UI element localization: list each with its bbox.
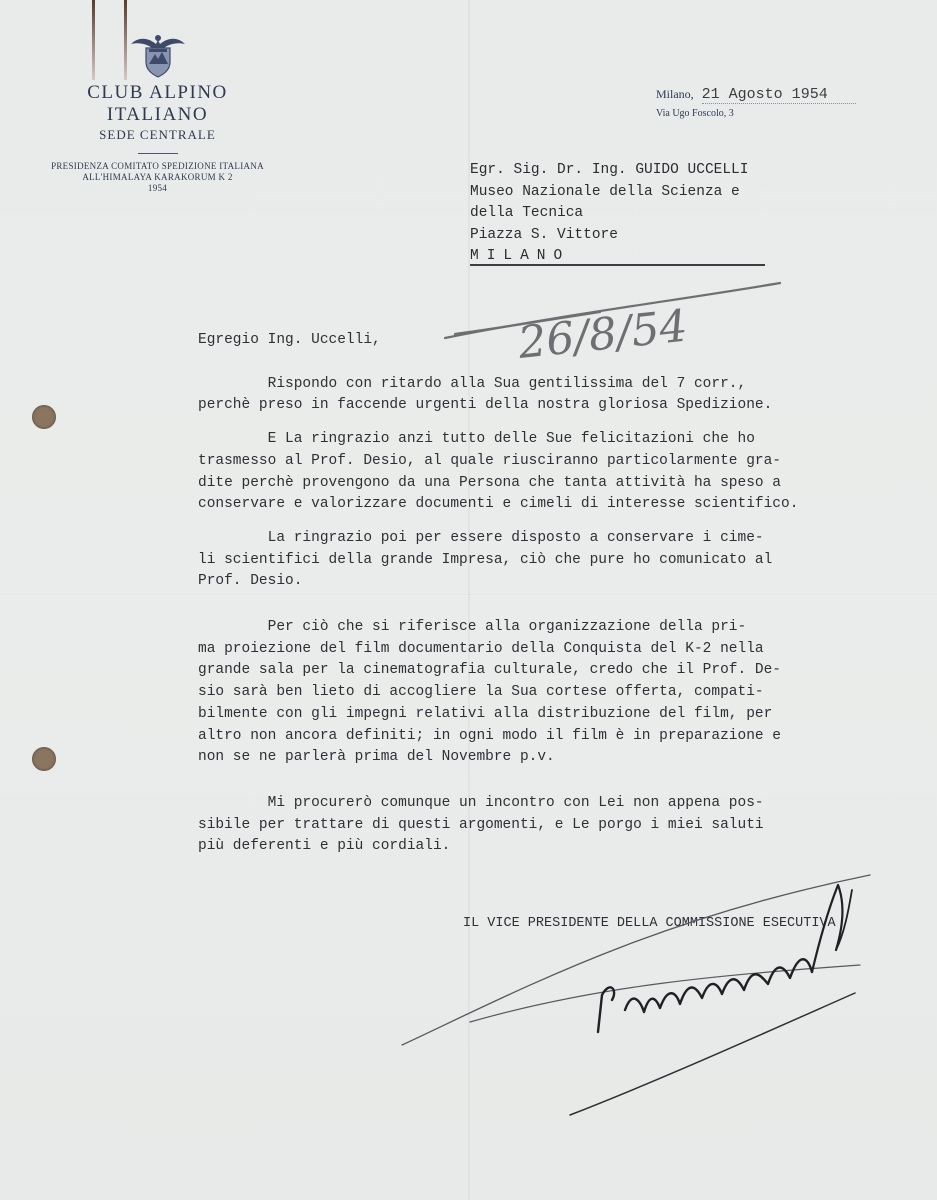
paragraph: E La ringrazio anzi tutto delle Sue felicitazioni che ho trasmesso al Prof. Desio, al quale riusciranno particolarmente gra- dite perchè provengono da una Persona che tanta attività ha speso a conservare e valorizzare documenti e cimeli di interesse scientifico.: [198, 431, 799, 513]
paragraph: Rispondo con ritardo alla Sua gentilissima del 7 corr., perchè preso in faccende urgenti della nostra gloriosa Spedizione.: [198, 375, 773, 414]
greeting: Egregio Ing. Uccelli,: [198, 332, 381, 348]
recipient-line: Piazza S. Vittore: [470, 226, 618, 243]
date-city-label: Milano,: [656, 87, 694, 101]
pencil-date-annotation: [445, 283, 780, 369]
recipient-line: Egr. Sig. Dr. Ing. GUIDO UCCELLI: [470, 162, 749, 178]
signature-title: IL VICE PRESIDENTE DELLA COMMISSIONE ESECUTIVA: [463, 916, 836, 931]
letter-date: 21 Agosto 1954: [702, 86, 856, 104]
recipient-city: MILANO: [470, 248, 765, 266]
sede-centrale: SEDE CENTRALE: [99, 127, 216, 142]
sender-address: Via Ugo Foscolo, 3: [656, 108, 734, 119]
paragraph: La ringrazio poi per essere disposto a conservare i cime- li scientifici della grande Impresa, ciò che pure ho comunicato al Prof. Desio.: [198, 529, 773, 590]
letterhead-year: 1954: [147, 183, 168, 193]
committee-line-1: PRESIDENZA COMITATO SPEDIZIONE ITALIANA: [51, 161, 264, 171]
paragraph: Mi procurerò comunque un incontro con Lei non appena pos- sibile per trattare di questi argomenti, e Le porgo i miei saluti più deferenti e più cordiali.: [198, 794, 764, 855]
committee-line-2: ALL'HIMALAYA KARAKORUM K 2: [82, 172, 233, 182]
recipient-line: della Tecnica: [470, 205, 584, 221]
club-name: CLUB ALPINO ITALIANO: [87, 82, 228, 125]
paragraph: Per ciò che si riferisce alla organizzazione della pri- ma proiezione del film documentario della Conquista del K-2 nella grande sala per la cinematografia culturale, credo che il Prof. De- sio sarà ben lieto di accogliere la Sua cortese offerta, compati- bilmente con gli impegni relativi alla distribuzione del film, per altro non ancora definiti; in ogni modo il film è in preparazione e non se ne parlerà prima del Novembre p.v.: [198, 619, 781, 766]
recipient-line: Museo Nazionale della Scienza e: [470, 183, 740, 200]
pencil-date-text: 26/8/54: [515, 300, 690, 369]
signature: [402, 875, 870, 1115]
